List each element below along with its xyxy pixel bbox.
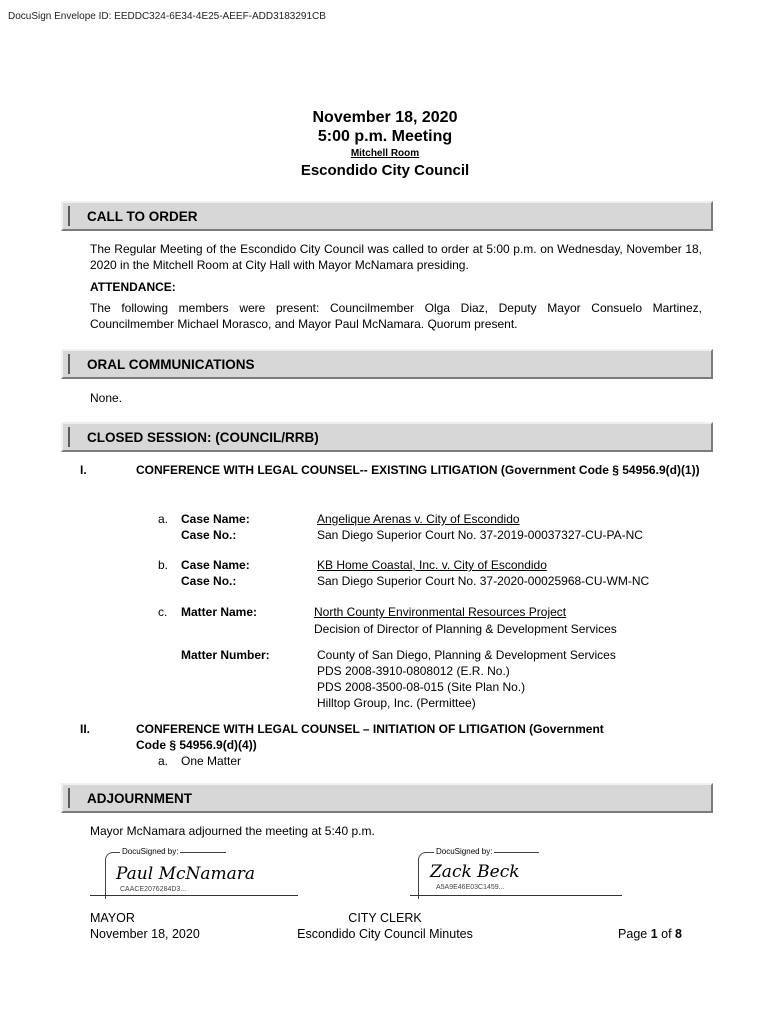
section-call-to-order [61,201,713,231]
signature-id: CAACE2076284D3... [120,886,187,893]
item-title: CONFERENCE WITH LEGAL COUNSEL-- EXISTING LITIGATION (Government Code § 54956.9(d)(1)) [136,463,700,477]
envelope-id: DocuSign Envelope ID: EEDDC324-6E34-4E25-AEEF-ADD3183291CB [8,11,326,22]
matter-number-line: PDS 2008-3910-0808012 (E.R. No.) [317,664,510,678]
matter-name-value: North County Environmental Resources Project [314,605,567,619]
docusigned-label: DocuSigned by: [436,847,493,856]
signature-line [410,895,622,896]
adjournment-text: Mayor McNamara adjourned the meeting at 5:40 p.m. [90,824,375,838]
case-name-value: Angelique Arenas v. City of Escondido [317,512,520,526]
section-adjournment [61,783,713,813]
item-title-line: Code § 54956.9(d)(4)) [136,738,257,752]
case-no-value: San Diego Superior Court No. 37-2019-00037327-CU-PA-NC [317,528,643,542]
section-title: ADJOURNMENT [87,791,193,806]
clerk-signature: Zack Beck [430,862,520,882]
page-total: 8 [675,927,682,941]
clerk-title: CITY CLERK [348,911,422,925]
section-title: ORAL COMMUNICATIONS [87,357,255,372]
council-name: Escondido City Council [300,162,470,179]
case-name-label: Case Name: [181,558,250,572]
oral-text: None. [90,391,123,405]
matter-number-line: Hilltop Group, Inc. (Permittee) [317,696,476,710]
item-title-line: CONFERENCE WITH LEGAL COUNSEL – INITIATION OF LITIGATION (Government [136,722,604,736]
signature-line [90,895,298,896]
sub-item-text: One Matter [181,754,242,768]
docusigned-label: DocuSigned by: [122,847,179,856]
case-name-label: Case Name: [181,512,250,526]
item-number: II. [80,722,91,736]
meeting-time: 5:00 p.m. Meeting [317,128,453,145]
attendance-text: The following members were present: Councilmember Olga Diaz, Deputy Mayor Consuelo Martinez, Councilmember Michael Morasco, and Mayor Paul McNamara. Quorum present. [90,301,702,331]
section-closed-session [61,422,713,452]
case-no-label: Case No.: [181,574,237,588]
page-indicator [606,927,682,941]
matter-name-label: Matter Name: [181,605,258,619]
minutes-label: Escondido City Council Minutes [297,927,473,941]
mayor-date: November 18, 2020 [90,927,200,941]
meeting-room: Mitchell Room [350,148,420,159]
page-number: 1 [650,927,658,941]
section-oral-communications [61,349,713,379]
matter-number-label: Matter Number: [181,648,270,662]
mayor-title: MAYOR [90,911,135,925]
attendance-label: ATTENDANCE: [90,280,176,294]
page-prefix: Page [618,927,651,941]
page-of: of [657,927,676,941]
case-no-label: Case No.: [181,528,237,542]
mayor-signature: Paul McNamara [116,864,256,884]
item-number: I. [80,463,87,477]
matter-name-detail: Decision of Director of Planning & Development Services [314,622,617,636]
matter-number-line: PDS 2008-3500-08-015 (Site Plan No.) [317,680,526,694]
list-letter: a. [158,754,169,768]
call-to-order-text: The Regular Meeting of the Escondido City Council was called to order at 5:00 p.m. on Wednesday, November 18, 2020 in the Mitchell Room at City Hall with Mayor McNamara presiding. [90,242,702,272]
section-title: CLOSED SESSION: (COUNCIL/RRB) [87,430,319,445]
list-letter: b. [158,558,169,572]
matter-number-line: County of San Diego, Planning & Development Services [317,648,616,662]
case-name-value: KB Home Coastal, Inc. v. City of Escondido [317,558,547,572]
section-title: CALL TO ORDER [87,209,198,224]
case-no-value: San Diego Superior Court No. 37-2020-00025968-CU-WM-NC [317,574,650,588]
list-letter: a. [158,512,169,526]
meeting-date: November 18, 2020 [312,109,458,126]
signature-id: A5A9E46E03C1459... [436,884,505,891]
list-letter: c. [158,605,168,619]
